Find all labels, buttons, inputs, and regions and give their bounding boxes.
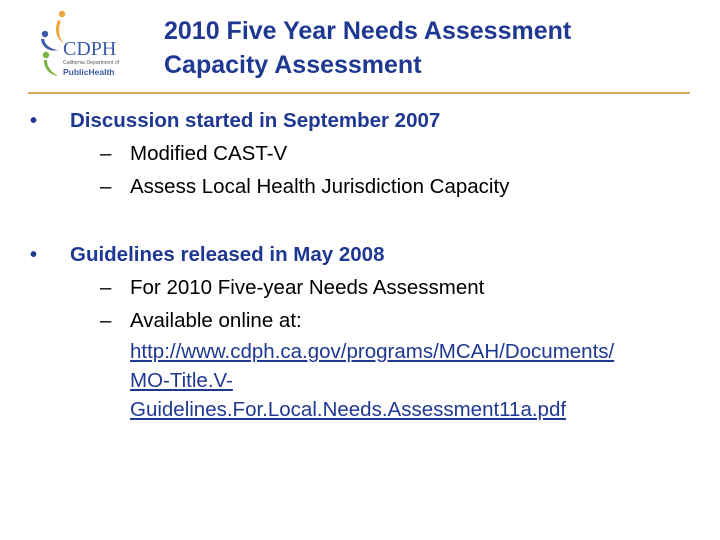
guidelines-link[interactable] [130, 337, 700, 424]
sub-item-text: For 2010 Five-year Needs Assessment [130, 276, 485, 299]
slide-title [164, 14, 571, 82]
bullet-text: Discussion started in September 2007 [70, 109, 441, 132]
slide-body [30, 105, 700, 424]
dash-icon: – [100, 142, 112, 165]
guidelines-link-line-2[interactable]: MO-Title.V- [130, 369, 233, 392]
bullet-item [30, 239, 700, 271]
logo-tagline: California Department of [63, 60, 120, 66]
sub-item [70, 170, 700, 203]
logo-public-health: PublicHealth [63, 67, 115, 77]
sub-item-text: Assess Local Health Jurisdiction Capacity [130, 175, 510, 198]
bullet-group-guidelines [30, 239, 700, 424]
bullet-group-discussion [30, 105, 700, 203]
title-divider [28, 92, 690, 94]
sub-item [70, 137, 700, 170]
bullet-icon: • [30, 110, 38, 132]
sub-item-text: Modified CAST-V [130, 142, 288, 165]
dash-icon: – [100, 276, 112, 299]
guidelines-link-line-1[interactable]: http://www.cdph.ca.gov/programs/MCAH/Documents/ [130, 340, 615, 363]
bullet-item [30, 105, 700, 137]
guidelines-link-line-3[interactable]: Guidelines.For.Local.Needs.Assessment11a.pdf [130, 398, 567, 421]
bullet-text: Guidelines released in May 2008 [70, 243, 385, 266]
sub-item [70, 304, 700, 337]
sub-item-text: Available online at: [130, 309, 302, 332]
dash-icon: – [100, 175, 112, 198]
bullet-icon: • [30, 244, 38, 266]
cdph-logo [36, 8, 120, 82]
logo-wordmark: CDPH [63, 38, 117, 60]
slide-title-line-2: Capacity Assessment [164, 51, 422, 79]
sub-item [70, 271, 700, 304]
dash-icon: – [100, 309, 112, 332]
cdph-logo-graphic [36, 8, 120, 82]
slide-title-line-1: 2010 Five Year Needs Assessment [164, 17, 572, 45]
